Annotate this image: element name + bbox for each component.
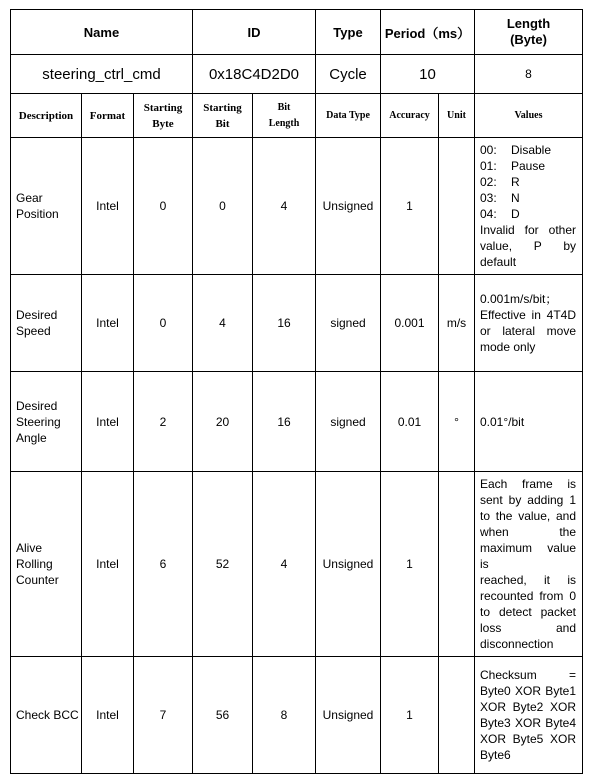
- value-line: Effective in 4T4D: [480, 308, 576, 322]
- signal-data-type: Unsigned: [316, 138, 381, 275]
- frame-id: 0x18C4D2D0: [193, 55, 316, 94]
- value-entry: [480, 142, 576, 158]
- signal-values: [475, 275, 583, 372]
- description-line: Steering: [16, 414, 61, 429]
- frame-length: 8: [475, 55, 583, 94]
- message-info-row: [11, 55, 583, 94]
- value-code: 03:: [480, 191, 497, 205]
- message-header-row: [11, 10, 583, 55]
- value-code: 04:: [480, 207, 497, 221]
- col-unit: Unit: [439, 94, 475, 138]
- signal-bit-length: 16: [253, 275, 316, 372]
- signal-starting-byte: 0: [134, 138, 193, 275]
- signal-data-type: signed: [316, 372, 381, 472]
- description-line: Position: [16, 207, 59, 221]
- value-line: 0.01°/bit: [480, 414, 525, 429]
- col-format: Format: [82, 94, 134, 138]
- col-starting-bit: [193, 94, 253, 138]
- col-bit-length: [253, 94, 316, 138]
- signal-values: [475, 138, 583, 275]
- signal-row-desired-speed: [11, 275, 583, 372]
- signal-unit: [439, 657, 475, 774]
- signal-unit: °: [439, 372, 475, 472]
- value-label: Disable: [511, 143, 552, 157]
- type-header: Type: [316, 10, 381, 55]
- signal-starting-byte: 0: [134, 275, 193, 372]
- length-header-line: Length: [506, 16, 551, 31]
- value-note-line: value, P by: [480, 239, 576, 253]
- signal-format: Intel: [82, 275, 134, 372]
- col-bit-length-line1: Bit: [277, 101, 291, 113]
- value-line: Checksum =: [480, 668, 576, 682]
- signal-format: Intel: [82, 657, 134, 774]
- value-line: Byte0 XOR Byte1: [480, 684, 576, 698]
- signal-accuracy: 0.01: [381, 372, 439, 472]
- signal-bit-length: 4: [253, 138, 316, 275]
- description-line: Rolling: [16, 557, 53, 571]
- signal-row-gear-position: [11, 138, 583, 275]
- value-note-line: Invalid for other: [480, 223, 576, 237]
- signal-description: [11, 138, 82, 275]
- value-entry: [480, 206, 576, 222]
- signal-format: Intel: [82, 472, 134, 657]
- col-data-type: Data Type: [316, 94, 381, 138]
- description-line: Desired: [16, 308, 58, 322]
- signal-description: [11, 275, 82, 372]
- value-line: to the value, and: [480, 509, 576, 523]
- value-line: when the: [480, 525, 576, 539]
- value-line: maximum value is: [480, 541, 576, 571]
- signal-starting-bit: 0: [193, 138, 253, 275]
- length-header-unit: (Byte): [510, 32, 547, 47]
- signal-unit: [439, 472, 475, 657]
- signal-bit-length: 16: [253, 372, 316, 472]
- signal-starting-bit: 20: [193, 372, 253, 472]
- value-line: reached, it is: [480, 573, 576, 587]
- value-label: R: [511, 175, 520, 189]
- signal-values: [475, 472, 583, 657]
- can-message-table: [10, 9, 583, 774]
- signal-bit-length: 4: [253, 472, 316, 657]
- value-entry: [480, 190, 576, 206]
- signal-accuracy: 1: [381, 657, 439, 774]
- value-code: 01:: [480, 159, 497, 173]
- value-line: disconnection: [480, 637, 554, 651]
- signal-row-desired-steering-angle: [11, 372, 583, 472]
- description-line: Speed: [16, 324, 51, 338]
- value-line: XOR Byte2 XOR: [480, 700, 576, 714]
- signal-values: [475, 657, 583, 774]
- value-label: N: [511, 191, 520, 205]
- id-header: ID: [193, 10, 316, 55]
- signal-starting-byte: 7: [134, 657, 193, 774]
- signal-row-check-bcc: [11, 657, 583, 774]
- signal-unit: [439, 138, 475, 275]
- signal-description: [11, 472, 82, 657]
- signal-data-type: Unsigned: [316, 472, 381, 657]
- name-header: Name: [11, 10, 193, 55]
- signal-starting-bit: 52: [193, 472, 253, 657]
- col-bit-length-line2: Length: [268, 117, 300, 129]
- signal-data-type: Unsigned: [316, 657, 381, 774]
- signal-starting-byte: 6: [134, 472, 193, 657]
- signal-values: [475, 372, 583, 472]
- value-code: 00:: [480, 143, 497, 157]
- col-accuracy: Accuracy: [381, 94, 439, 138]
- description-line: Gear: [16, 191, 43, 205]
- signal-starting-bit: 56: [193, 657, 253, 774]
- frame-name: steering_ctrl_cmd: [11, 55, 193, 94]
- signal-description: [11, 657, 82, 774]
- frame-type: Cycle: [316, 55, 381, 94]
- signal-accuracy: 1: [381, 472, 439, 657]
- value-line: loss and: [480, 621, 576, 635]
- value-line: to detect packet: [480, 605, 576, 619]
- col-starting-byte: [134, 94, 193, 138]
- signal-accuracy: 0.001: [381, 275, 439, 372]
- period-header: Period（ms）: [381, 10, 475, 55]
- description-line: Alive: [16, 541, 43, 555]
- description-line: Desired: [16, 398, 58, 413]
- signal-data-type: signed: [316, 275, 381, 372]
- col-starting-byte-line1: Starting: [143, 101, 183, 114]
- length-header: [475, 10, 583, 55]
- value-note-line: default: [480, 255, 517, 269]
- value-entry: [480, 174, 576, 190]
- value-code: 02:: [480, 175, 497, 189]
- value-line: or lateral move: [480, 324, 576, 338]
- signal-bit-length: 8: [253, 657, 316, 774]
- value-line: mode only: [480, 340, 536, 354]
- value-line: recounted from 0: [480, 589, 576, 603]
- signal-description: [11, 372, 82, 472]
- frame-period: 10: [381, 55, 475, 94]
- value-line: sent by adding 1: [480, 493, 576, 507]
- value-entry: [480, 158, 576, 174]
- col-values: Values: [475, 94, 583, 138]
- value-line: 0.001m/s/bit；: [480, 292, 558, 306]
- signal-starting-byte: 2: [134, 372, 193, 472]
- signal-unit: m/s: [439, 275, 475, 372]
- column-header-row: [11, 94, 583, 138]
- col-starting-bit-line2: Bit: [215, 117, 230, 130]
- value-label: D: [511, 207, 520, 221]
- value-line: Each frame is: [480, 477, 576, 491]
- description-line: Check BCC: [16, 708, 79, 722]
- signal-format: Intel: [82, 372, 134, 472]
- signal-format: Intel: [82, 138, 134, 275]
- signal-starting-bit: 4: [193, 275, 253, 372]
- col-starting-bit-line1: Starting: [203, 101, 242, 114]
- col-description: Description: [11, 94, 82, 138]
- signal-accuracy: 1: [381, 138, 439, 275]
- value-line: Byte6: [480, 748, 511, 762]
- signal-row-alive-rolling-counter: [11, 472, 583, 657]
- col-starting-byte-line2: Byte: [152, 117, 174, 130]
- description-line: Angle: [16, 430, 47, 445]
- value-line: Byte3 XOR Byte4: [480, 716, 576, 730]
- description-line: Counter: [16, 573, 59, 587]
- value-label: Pause: [511, 159, 546, 173]
- value-line: XOR Byte5 XOR: [480, 732, 576, 746]
